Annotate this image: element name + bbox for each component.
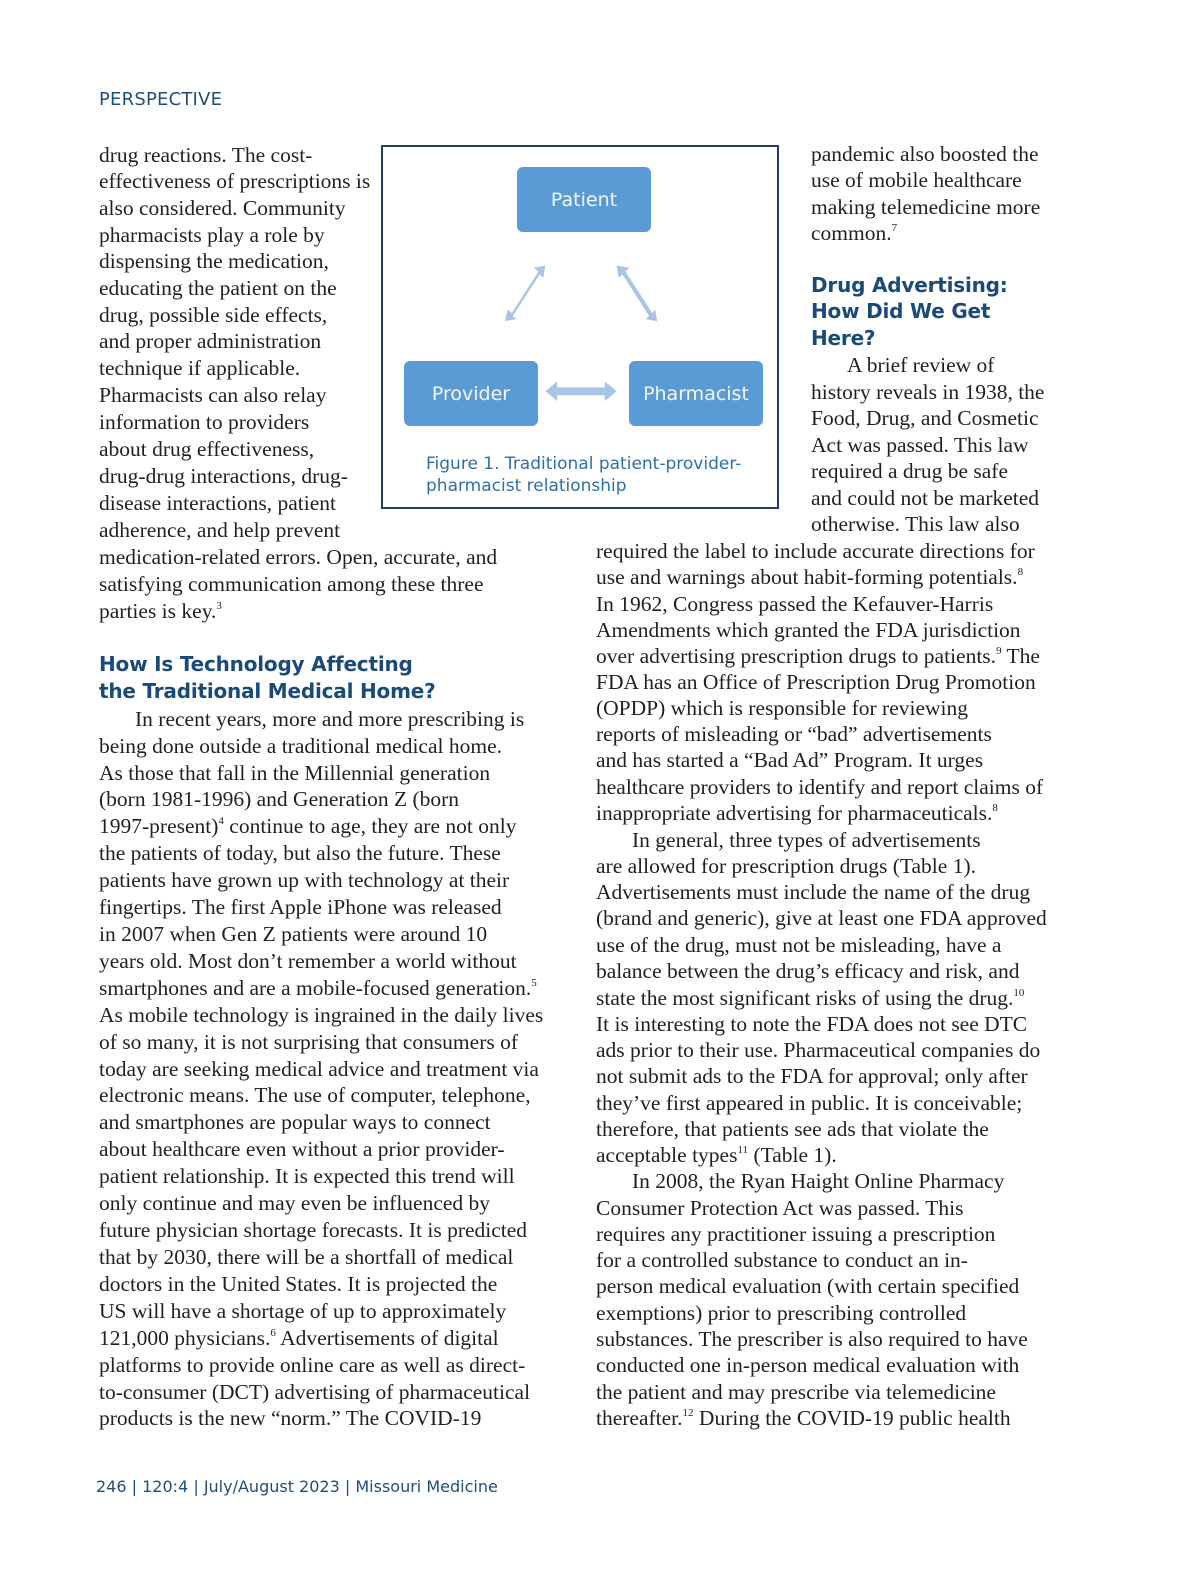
body-line: Advertisements must include the name of the drug	[596, 880, 1031, 904]
body-line: satisfying communication among these three	[99, 572, 484, 596]
arrow-provider-pharmacist	[545, 381, 616, 401]
body-line: pandemic also boosted the	[811, 142, 1039, 166]
footer-separator: |	[131, 1477, 138, 1496]
body-line	[596, 643, 1040, 669]
body-line: they’ve first appeared in public. It is conceivable;	[596, 1091, 1023, 1115]
page-number: 246	[96, 1477, 127, 1496]
body-line: disease interactions, patient	[99, 491, 337, 515]
body-line: Pharmacists can also relay	[99, 383, 327, 407]
body-text: thereafter.	[596, 1406, 683, 1430]
body-line	[596, 1142, 837, 1168]
body-line: (brand and generic), give at least one FDA approved	[596, 906, 1047, 930]
body-line: As mobile technology is ingrained in the daily lives	[99, 1003, 544, 1027]
body-line: Food, Drug, and Cosmetic	[811, 406, 1039, 430]
body-text: Advertisements of digital	[275, 1326, 499, 1350]
body-line: Amendments which granted the FDA jurisdiction	[596, 618, 1021, 642]
body-line: today are seeking medical advice and treatment via	[99, 1057, 539, 1081]
body-line	[99, 598, 222, 624]
body-line: electronic means. The use of computer, telephone,	[99, 1083, 531, 1107]
body-line: In 2008, the Ryan Haight Online Pharmacy	[632, 1169, 1005, 1193]
body-line: required a drug be safe	[811, 459, 1008, 483]
citation-ref[interactable]: 5	[531, 977, 537, 989]
body-line: to-consumer (DCT) advertising of pharmaceutical	[99, 1380, 531, 1404]
body-line: A brief review of	[847, 353, 995, 377]
citation-ref[interactable]: 11	[737, 1144, 749, 1156]
body-text: 121,000 physicians.	[99, 1326, 271, 1350]
body-line: In recent years, more and more prescribing is	[135, 707, 525, 731]
body-line	[99, 1325, 499, 1351]
body-text: acceptable types	[596, 1143, 738, 1167]
citation-ref[interactable]: 8	[1017, 566, 1024, 578]
section-heading-line: How Is Technology Affecting	[99, 652, 413, 676]
body-text: use and warnings about habit-forming potentials.	[596, 565, 1018, 589]
body-line: As those that fall in the Millennial generation	[99, 761, 491, 785]
body-line: It is interesting to note the FDA does not see DTC	[596, 1012, 1028, 1036]
body-line: the patient and may prescribe via telemedicine	[596, 1380, 996, 1404]
body-line: and proper administration	[99, 329, 322, 353]
body-line: educating the patient on the	[99, 276, 337, 300]
body-text: continue to age, they are not only	[223, 814, 517, 838]
body-line: otherwise. This law also	[811, 512, 1020, 536]
body-line: history reveals in 1938, the	[811, 380, 1045, 404]
running-head: PERSPECTIVE	[99, 89, 223, 110]
body-line	[99, 975, 537, 1001]
figure-1	[381, 145, 779, 509]
body-text: state the most significant risks of using the drug.	[596, 986, 1014, 1010]
section-heading-line: Here?	[811, 326, 876, 350]
body-line: Consumer Protection Act was passed. This	[596, 1196, 964, 1220]
section-heading-line: How Did We Get	[811, 299, 991, 323]
body-line: the patients of today, but also the future. These	[99, 841, 501, 865]
body-line: In 1962, Congress passed the Kefauver-Harris	[596, 592, 994, 616]
section-heading-line: Drug Advertising:	[811, 273, 1008, 297]
body-line: and could not be marketed	[811, 486, 1040, 510]
body-line: balance between the drug’s efficacy and risk, and	[596, 959, 1020, 983]
body-line: person medical evaluation (with certain specified	[596, 1274, 1020, 1298]
body-line: technique if applicable.	[99, 356, 301, 380]
caption-line: pharmacist relationship	[426, 476, 627, 496]
body-line: required the label to include accurate directions for	[596, 539, 1035, 563]
body-line: and has started a “Bad Ad” Program. It urges	[596, 748, 984, 772]
body-line: years old. Most don’t remember a world without	[99, 949, 517, 973]
citation-ref[interactable]: 8	[992, 802, 998, 814]
body-text: 1997-present)	[99, 814, 219, 838]
body-text: inappropriate advertising for pharmaceuticals.	[596, 801, 993, 825]
citation-ref[interactable]: 10	[1013, 987, 1025, 999]
body-line: drug, possible side effects,	[99, 303, 328, 327]
volume-issue: 120:4	[142, 1477, 189, 1496]
body-line: patient relationship. It is expected this trend will	[99, 1164, 515, 1188]
footer-separator: |	[193, 1477, 199, 1496]
body-line: healthcare providers to identify and report claims of	[596, 775, 1044, 799]
caption-line: Figure 1. Traditional patient-provider-	[426, 454, 742, 474]
body-line: dispensing the medication,	[99, 249, 329, 273]
body-line: drug-drug interactions, drug-	[99, 464, 348, 488]
body-text: smartphones and are a mobile-focused generation.	[99, 976, 532, 1000]
body-line: doctors in the United States. It is projected the	[99, 1272, 498, 1296]
section-heading-line: the Traditional Medical Home?	[99, 679, 436, 703]
body-line: are allowed for prescription drugs (Table 1).	[596, 854, 976, 878]
body-line: being done outside a traditional medical home.	[99, 734, 503, 758]
body-text: common.	[811, 221, 892, 245]
node-patient: Patient	[517, 167, 651, 232]
body-line: Act was passed. This law	[811, 433, 1029, 457]
figure-caption	[426, 453, 741, 497]
body-line: use of the drug, must not be misleading, have a	[596, 933, 1002, 957]
body-line: not submit ads to the FDA for approval; only after	[596, 1064, 1028, 1088]
body-line: patients have grown up with technology at their	[99, 868, 510, 892]
body-line: fingertips. The first Apple iPhone was released	[99, 895, 502, 919]
body-text: over advertising prescription drugs to patients.	[596, 644, 997, 668]
body-line: only continue and may even be influenced by	[99, 1191, 491, 1215]
body-line: conducted one in-person medical evaluation with	[596, 1353, 1020, 1377]
body-line: effectiveness of prescriptions is	[99, 169, 371, 193]
body-line	[596, 985, 1024, 1011]
journal-name: Missouri Medicine	[355, 1477, 498, 1496]
arrow-patient-pharmacist	[617, 266, 658, 321]
body-line: products is the new “norm.” The COVID-19	[99, 1406, 482, 1430]
issue-date: July/August 2023	[203, 1477, 340, 1496]
body-line: requires any practitioner issuing a prescription	[596, 1222, 996, 1246]
citation-ref[interactable]: 4	[218, 815, 224, 827]
body-line: In general, three types of advertisements	[632, 828, 981, 852]
body-line: also considered. Community	[99, 196, 346, 220]
body-line: FDA has an Office of Prescription Drug Promotion	[596, 670, 1036, 694]
body-text: (Table 1).	[748, 1143, 837, 1167]
body-line: substances. The prescriber is also required to have	[596, 1327, 1028, 1351]
body-line: reports of misleading or “bad” advertisements	[596, 722, 992, 746]
citation-ref[interactable]: 12	[682, 1407, 694, 1419]
body-line	[596, 564, 1023, 590]
body-line: medication-related errors. Open, accurate, and	[99, 545, 498, 569]
body-line: drug reactions. The cost-	[99, 143, 313, 167]
body-line: for a controlled substance to conduct an in-	[596, 1248, 968, 1272]
citation-ref[interactable]: 6	[270, 1327, 276, 1339]
body-line: future physician shortage forecasts. It is predicted	[99, 1218, 528, 1242]
body-line	[811, 220, 897, 246]
citation-ref[interactable]: 9	[996, 645, 1002, 657]
body-line: pharmacists play a role by	[99, 223, 325, 247]
body-line: US will have a shortage of up to approximately	[99, 1299, 507, 1323]
body-line: ads prior to their use. Pharmaceutical companies do	[596, 1038, 1041, 1062]
citation-ref[interactable]: 3	[216, 600, 222, 612]
body-line: that by 2030, there will be a shortfall of medical	[99, 1245, 514, 1269]
body-line: about drug effectiveness,	[99, 437, 315, 461]
citation-ref[interactable]: 7	[891, 222, 898, 234]
body-line: about healthcare even without a prior provider-	[99, 1137, 505, 1161]
body-line: (OPDP) which is responsible for reviewing	[596, 696, 969, 720]
node-pharmacist: Pharmacist	[629, 361, 763, 426]
body-line: and smartphones are popular ways to connect	[99, 1110, 491, 1134]
body-line: in 2007 when Gen Z patients were around 10	[99, 922, 488, 946]
body-line	[596, 800, 998, 826]
body-line	[99, 813, 516, 839]
body-line: platforms to provide online care as well as direct-	[99, 1353, 526, 1377]
body-line: adherence, and help prevent	[99, 518, 341, 542]
body-text: During the COVID-19 public health	[693, 1406, 1011, 1430]
body-line: information to providers	[99, 410, 310, 434]
body-text: parties is key.	[99, 599, 217, 623]
body-line: exemptions) prior to prescribing controlled	[596, 1301, 967, 1325]
node-provider: Provider	[404, 361, 538, 426]
body-line: (born 1981-1996) and Generation Z (born	[99, 787, 460, 811]
arrow-patient-provider	[505, 266, 546, 321]
body-text: The	[1001, 644, 1040, 668]
body-line: of so many, it is not surprising that consumers of	[99, 1030, 519, 1054]
body-line: use of mobile healthcare	[811, 168, 1022, 192]
footer-separator: |	[344, 1477, 351, 1496]
body-line: therefore, that patients see ads that violate the	[596, 1117, 989, 1141]
body-line	[596, 1405, 1011, 1431]
page-footer	[96, 1477, 498, 1496]
body-line: making telemedicine more	[811, 195, 1041, 219]
